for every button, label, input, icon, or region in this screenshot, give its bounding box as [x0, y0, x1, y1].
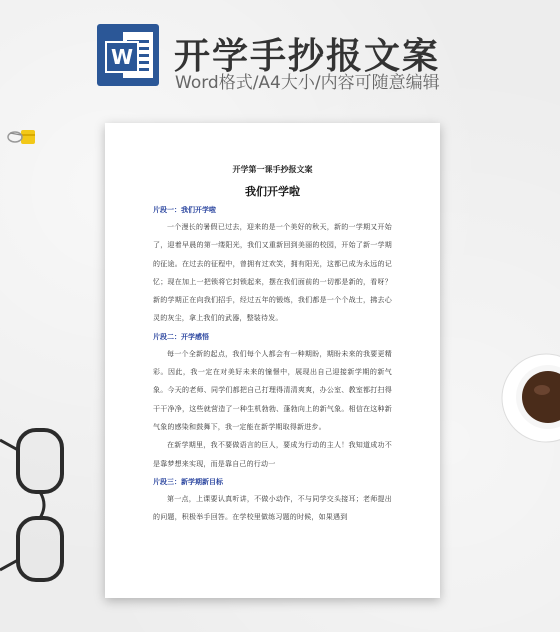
document-main-title: 我们开学啦	[245, 185, 300, 198]
coffee-cup-icon	[498, 350, 560, 446]
page-title: 开学手抄报文案	[174, 36, 441, 77]
word-logo-letter: W	[105, 41, 139, 73]
page-subtitle: Word格式/A4大小/内容可随意编辑	[175, 73, 440, 93]
document-page	[105, 123, 440, 598]
paragraph: 一个漫长的暑假已过去，迎来的是一个美好的秋天，新的一学期又开始了，迎着早晨的第一缕阳光，我们又重新回到美丽的校园，开始了新一学期的征途。在过去的征程中，曾拥有过欢笑，拥有阳光，这都已成为永远的记忆；现在加上一把锁将它封锁起来，摆在我们面前的一切都是新的，看呀？新的学期正在向我们招手，经过五年的锻炼，我们都是一个个战士，拂去心灵的灰尘，拿上我们的武器，整装待发。	[153, 223, 392, 323]
paragraph: 在新学期里，我不要做语言的巨人，要成为行动的主人！我知道成功不是靠梦想来实现，而是靠自己的行动一	[153, 441, 392, 468]
section-heading: 片段一：我们开学啦	[153, 206, 216, 214]
paragraph: 每一个全新的起点，我们每个人都会有一种期盼，期盼未来的我要更精彩。因此，我一定在对美好未来的憧憬中，展现出自己迎接新学期的新气象。今天的老师、同学们都把自己打理得清清爽爽，办公室、教室都打扫得干干净净，这些就营造了一种生机勃勃、蓬勃向上的新气象。相信在这种新气象的感染和鼓舞下，我一定能在新学期取得新进步。	[153, 349, 392, 431]
word-document-icon	[97, 24, 159, 86]
document-body	[105, 205, 440, 526]
eyeglasses-icon	[0, 420, 70, 610]
binder-clip-icon	[4, 128, 40, 146]
section-heading: 片段二：开学感悟	[153, 332, 209, 341]
document-small-title: 开学第一课手抄报文案	[232, 165, 313, 174]
paragraph: 第一点，上课要认真听讲，不做小动作，不与同学交头接耳；老师提出的问题，积极举手回答。在学校里做练习题的时候，如果遇到	[153, 494, 392, 522]
section-heading: 片段三：新学期新目标	[153, 477, 223, 486]
